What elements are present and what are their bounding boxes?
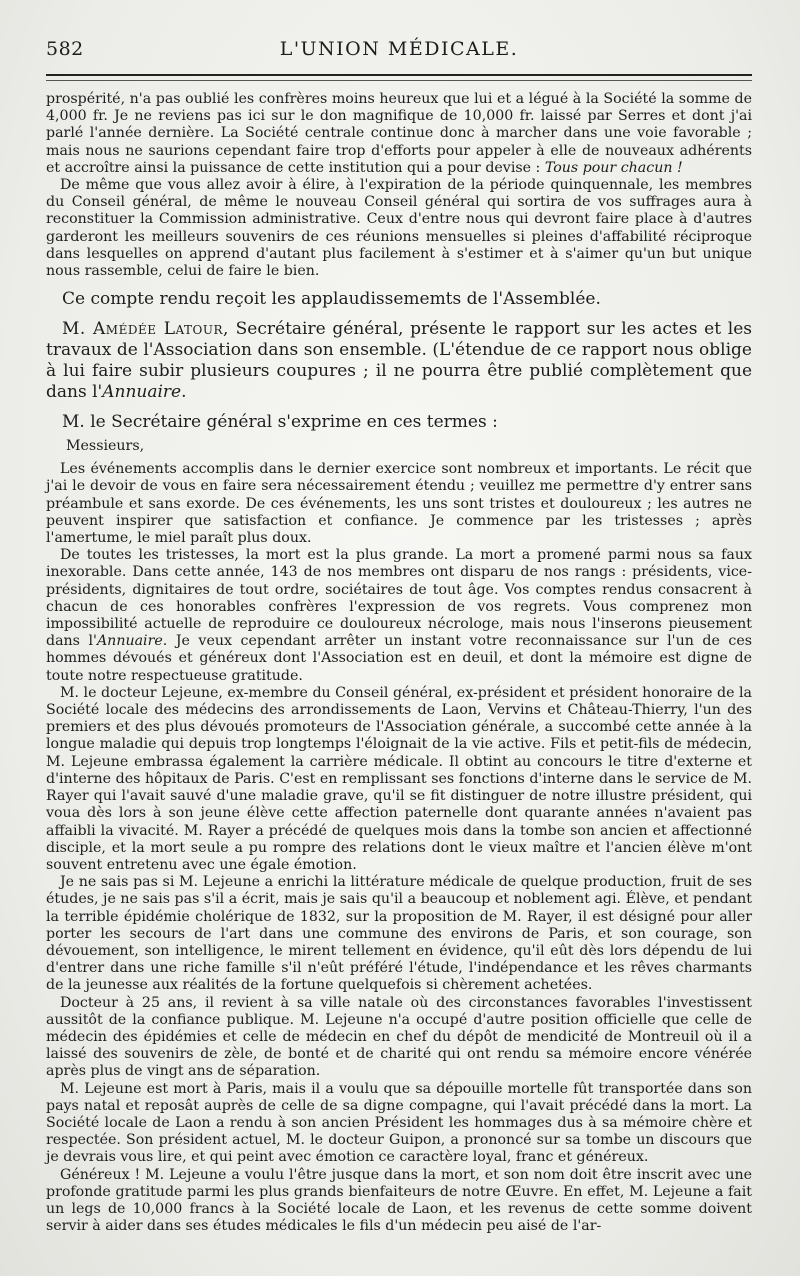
header-rule — [46, 74, 752, 76]
report-paragraph-6: M. Lejeune est mort à Paris, mais il a voulu que sa dépouille mortelle fût transportée dans son pays natal et reposât auprès de celle de sa digne compagne, qui l'avait précédé dans la mort. La Société locale de Laon a rendu à son ancien Président les hommages dus à sa mémoire chère et respectée. Son président actuel, M. le docteur Guipon, a prononcé sur sa tombe un discours que je devrais vous lire, et qui peint avec émotion ce caractère loyal, franc et généreux. — [46, 1080, 752, 1166]
report-paragraph-3: M. le docteur Lejeune, ex-membre du Conseil général, ex-président et président honoraire de la Société locale des médecins des arrondissements de Laon, Vervins et Château-Thierry, l'un des premiers et des plus dévoués promoteurs de l'Association générale, a succombé cette année à la longue maladie qui depuis trop longtemps l'éloignait de la vie active. Fils et petit-fils de médecin, M. Lejeune embrassa également la carrière médicale. Il obtint au concours le titre d'externe et d'interne des hôpitaux de Paris. C'est en remplissant ses fonctions d'interne dans le service de M. Rayer qui l'avait sauvé d'une maladie grave, qu'il se fit distinguer de notre illustre président, qui voua dès lors à son jeune élève cette affection paternelle dont quarante années n'avaient pas affaibli la vivacité. M. Rayer a précédé de quelques mois dans la tombe son ancien et affectionné disciple, et la mort seule a pu rompre des relations dont le vieux maître et l'ancien élève m'ont souvent entretenu avec une égale émotion. — [46, 684, 752, 873]
latour-text-b: . — [181, 382, 187, 403]
header-rule-thin — [46, 80, 752, 81]
motto: Tous pour chacun ! — [544, 159, 683, 176]
report-p2-a: De toutes les tristesses, la mort est la plus grande. La mort a promené parmi nous sa faux inexorable. Dans cette année, 143 de nos membres ont disparu de nos rangs : présidents, vice-présidents, dignitaires de tout ordre, sociétaires de tout âge. Vos comptes rendus consacrent à chacun de ces honorables confrères l'expression de vos regrets. Vous comprenez mon impossibilité actuelle de reproduire ce douloureux nécrologe, mais nous l'inserons pieusement dans l' — [46, 547, 752, 650]
report-paragraph-2 — [46, 547, 752, 685]
salutation: Messieurs, — [66, 438, 145, 455]
speaks-line: M. le Secrétaire général s'exprime en ces termes : — [62, 412, 498, 433]
latour-paragraph — [46, 319, 752, 403]
intro-section — [46, 91, 752, 280]
latour-annuaire: Annuaire — [102, 382, 182, 403]
report-paragraph-7: Généreux ! M. Lejeune a voulu l'être jusque dans la mort, et son nom doit être inscrit avec une profonde gratitude parmi les plus grands bienfaiteurs de notre Œuvre. En effet, M. Lejeune a fait un legs de 10,000 francs à la Société locale de Laon, et les revenus de cette somme doivent servir à aider dans ses études médicales le fils d'un médecin peu aisé de l'ar- — [46, 1166, 752, 1235]
page-number: 582 — [46, 38, 84, 60]
report-paragraph-4: Je ne sais pas si M. Lejeune a enrichi la littérature médicale de quelque production, fruit de ses études, je ne sais pas s'il a écrit, mais je sais qu'il a beaucoup et noblement agi. Élève, et pendant la terrible épidémie cholérique de 1832, sur la proposition de M. Rayer, il est désigné pour aller porter les secours de l'art dans une commune des environs de Paris, et son courage, son dévouement, son intelligence, le mirent tellement en évidence, qu'il eût dès lors dépendu de lui d'entrer dans une riche famille s'il n'eût préféré l'étude, l'indépendance et les rêves charmants de la jeunesse aux réalités de la fortune quelquefois si chèrement achetées. — [46, 874, 752, 994]
journal-title: L'UNION MÉDICALE. — [279, 38, 519, 60]
report-paragraph-1: Les événements accomplis dans le dernier exercice sont nombreux et importants. Le récit que j'ai le devoir de vous en faire sera nécessairement étendu ; veuillez me permettre d'y entrer sans préambule et sans exorde. De ces événements, les uns sont tristes et douloureux ; les autres ne peuvent inspirer que satisfaction et confiance. Je commence par les tristesses ; après l'amertume, le miel paraît plus doux. — [46, 461, 752, 547]
intro-paragraph-2: De même que vous allez avoir à élire, à l'expiration de la période quinquennale, les membres du Conseil général, de même le nouveau Conseil général qui sortira de vos suffrages aura à reconstituer la Commission administrative. Ceux d'entre nous qui devront faire place à d'autres garderont les meilleurs souvenirs de ces réunions mensuelles si pleines d'affabilité réciproque dans lesquelles on apprend d'autant plus facilement à s'estimer et à s'aimer qu'un but unique nous rassemble, celui de faire le bien. — [46, 177, 752, 280]
intro-p1-text: prospérité, n'a pas oublié les confrères moins heureux que lui et a légué à la Société la somme de 4,000 fr. Je ne reviens pas ici sur le don magnifique de 10,000 fr. laissé par Serres et dont j'ai parlé l'année dernière. La Société centrale continue donc à marcher dans une voie favorable ; mais nous ne saurions cependant faire trop d'efforts pour appeler à elle de nouveaux adhérents et accroître ainsi la puissance de cette institution qui a pour devise : — [46, 91, 752, 176]
latour-text-a: Secrétaire général, présente le rapport sur les actes et les travaux de l'Association dans son ensemble. (L'étendue de ce rapport nous oblige à lui faire subir plusieurs coupures ; il ne pourra être publié complètement que dans l' — [46, 319, 753, 403]
applause-line: Ce compte rendu reçoit les applaudissememts de l'Assemblée. — [62, 289, 601, 310]
intro-paragraph-1 — [46, 91, 752, 177]
page-header — [46, 0, 752, 58]
report-p2-b: . Je veux cependant arrêter un instant votre reconnaissance sur l'un de ces hommes dévoués et généreux dont l'Association est en deuil, et dont la mémoire est digne de toute notre respectueuse gratitude. — [46, 633, 753, 684]
report-paragraph-5: Docteur à 25 ans, il revient à sa ville natale où des circonstances favorables l'investissent aussitôt de la confiance publique. M. Lejeune n'a occupé d'autre position officielle que celle de médecin des épidémies et celle de médecin en chef du dépôt de mendicité de Montreuil où il a laissé des souvenirs de zèle, de bonté et de charité qui ont rendu sa mémoire encore vénérée après plus de vingt ans de séparation. — [46, 994, 752, 1080]
latour-name: M. Amédée Latour, — [62, 319, 229, 340]
report-p2-annuaire: Annuaire — [96, 633, 163, 650]
report-section — [46, 461, 752, 1235]
